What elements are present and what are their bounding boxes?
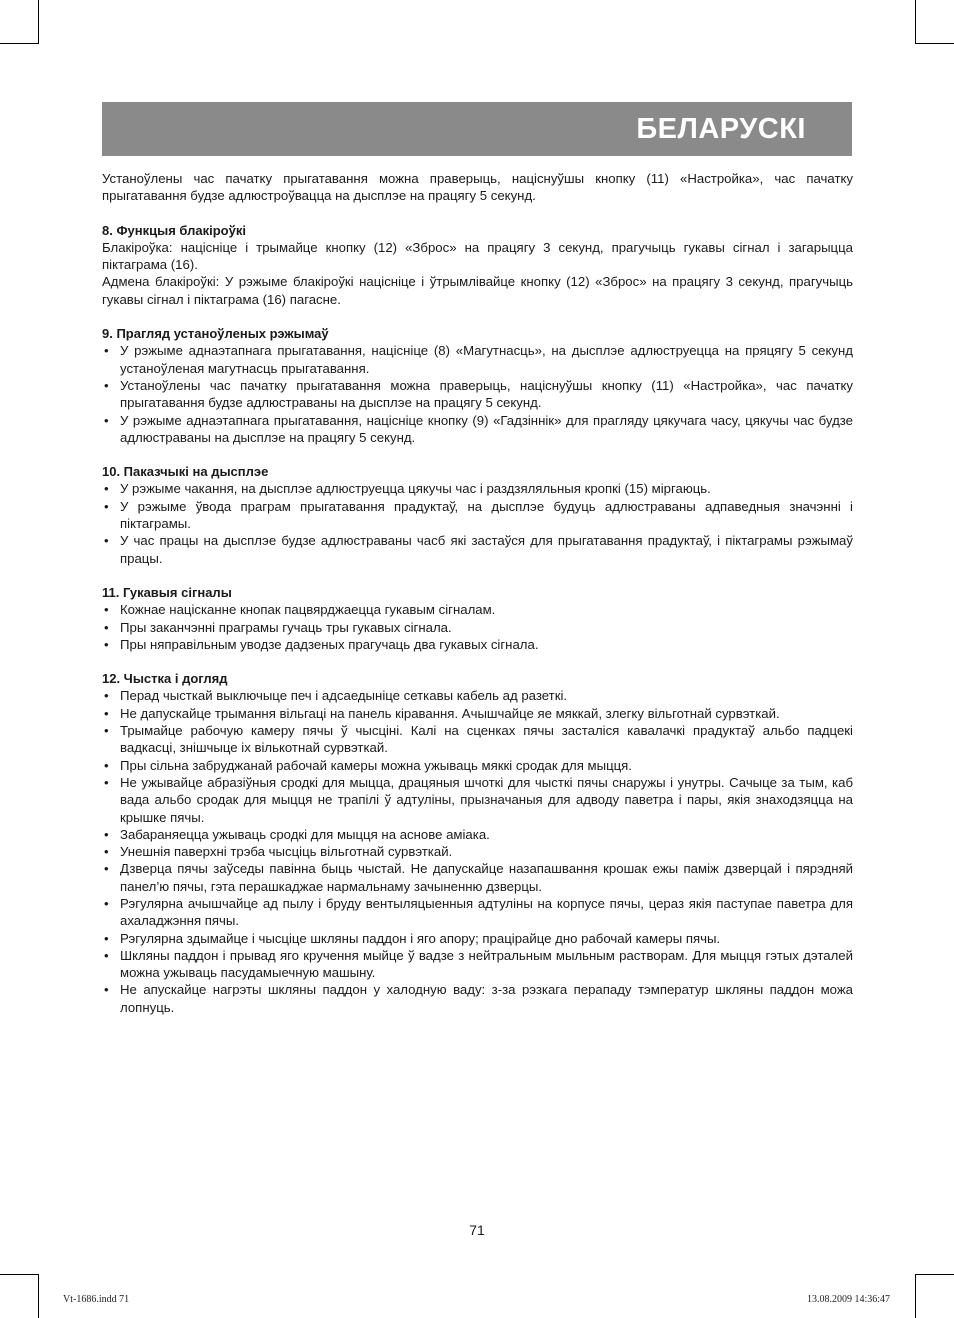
bullet-icon: • (104, 412, 109, 428)
list-item (102, 930, 853, 947)
list-item (102, 498, 853, 533)
bullet-list (102, 687, 853, 1016)
crop-mark (915, 0, 916, 44)
page-number: 71 (469, 1222, 485, 1238)
list-item-text: Унешнія паверхні трэба чысціць вільготнай сурвэткай. (120, 844, 453, 860)
bullet-icon: • (104, 757, 109, 773)
list-item-text: Кожнае націсканне кнопак пацвярджаецца гукавым сігналам. (120, 602, 496, 618)
list-item-text: Пры заканчэнні праграмы гучаць тры гукавых сігнала. (120, 619, 452, 635)
bullet-icon: • (104, 723, 109, 739)
bullet-icon: • (104, 861, 109, 877)
list-item (102, 826, 853, 843)
bullet-icon: • (104, 844, 109, 860)
bullet-icon: • (104, 705, 109, 721)
crop-mark (0, 43, 38, 44)
bullet-list (102, 480, 853, 566)
bullet-icon: • (104, 688, 109, 704)
bullet-icon: • (104, 826, 109, 842)
bullet-icon: • (104, 533, 109, 549)
crop-mark (38, 0, 39, 44)
section (102, 584, 853, 653)
list-item-text: Трымайце рабочую камеру пячы ў чысціні. Калі на сценках пячы засталіся кавалачкі прадуктаў альбо падцекі вадкасці, знішчыце іх вількотнай сурвэткай. (120, 723, 853, 756)
list-item-text: Не дапускайце трымання вільгаці на панель кіравання. Ачышчайце яе мяккай, злегку вільготнай сурвэткай. (120, 705, 780, 721)
list-item (102, 636, 853, 653)
bullet-icon: • (104, 930, 109, 946)
section (102, 670, 853, 1016)
list-item-text: Перад чысткай выключыце печ і адсаедыніце сеткавы кабель ад разеткі. (120, 688, 568, 704)
list-item (102, 947, 853, 982)
footer-timestamp: 13.08.2009 14:36:47 (806, 1294, 890, 1305)
bullet-icon: • (104, 377, 109, 393)
section-paragraph: Адмена блакіроўкі: У рэжыме блакіроўкі націсніце і ўтрымлівайце кнопку (12) «Зброс» на працягу 3 секунд, прагучыць гукавы сігнал і піктаграма (16) пагасне. (102, 274, 853, 307)
section-heading: 8. Функцыя блакіроўкі (102, 222, 246, 238)
section (102, 325, 853, 446)
bullet-icon: • (104, 895, 109, 911)
list-item (102, 757, 853, 774)
bullet-icon: • (104, 481, 109, 497)
list-item (102, 601, 853, 618)
list-item-text: Пры няправільным уводзе дадзеных прагучаць два гукавых сігнала. (120, 636, 539, 652)
crop-mark (916, 43, 954, 44)
section (102, 463, 853, 567)
section-heading: 9. Прагляд устаноўленых рэжымаў (102, 326, 329, 342)
bullet-icon: • (104, 619, 109, 635)
list-item (102, 981, 853, 1016)
list-item (102, 687, 853, 704)
crop-mark (38, 1274, 39, 1318)
bullet-icon: • (104, 774, 109, 790)
bullet-icon: • (104, 498, 109, 514)
list-item (102, 619, 853, 636)
bullet-icon: • (104, 343, 109, 359)
document-body (102, 170, 853, 1016)
header-bar (102, 102, 852, 156)
section-heading: 12. Чыстка і догляд (102, 671, 228, 687)
section-paragraph: Блакіроўка: націсніце і трымайце кнопку (12) «Зброс» на працягу 3 секунд, прагучыць гукавы сігнал і загарыцца піктаграма (16). (102, 239, 853, 273)
crop-mark (0, 1274, 38, 1275)
bullet-icon: • (104, 602, 109, 618)
list-item (102, 342, 853, 377)
crop-mark (916, 1274, 954, 1275)
bullet-icon: • (104, 982, 109, 998)
list-item (102, 774, 853, 826)
bullet-list (102, 601, 853, 653)
list-item-text: Не ужывайце абразіўныя сродкі для мыцца, драцяныя шчоткі для чысткі пячы снаружы і унутры. Сачыце за тым, каб вада альбо сродак для мыцця не трапілі ў адтуліны, прызначаныя для адводу паветра і пары, якія знаходзяцца на крышке пячы. (120, 774, 853, 825)
section-heading: 10. Паказчыкі на дысплэе (102, 464, 269, 480)
list-item (102, 480, 853, 497)
list-item (102, 895, 853, 930)
list-item (102, 377, 853, 412)
intro-paragraph: Устаноўлены час пачатку прыгатавання можна праверыць, націснуўшы кнопку (11) «Настройка», час пачатку прыгатавання будзе адлюстроўвацца на дысплэе на працягу 5 секунд. (102, 171, 853, 204)
list-item-text: Пры сільна забруджанай рабочай камеры можна ужываць мяккі сродак для мыцця. (120, 757, 632, 773)
list-item (102, 860, 853, 895)
list-item-text: Рэгулярна здымайце і чысціце шкляны паддон і яго апору; працірайце дно рабочай камеры пячы. (120, 930, 721, 946)
page-title: БЕЛАРУСКІ (636, 113, 806, 145)
list-item-text: Не апускайце нагрэты шкляны паддон у халодную ваду: з-за рэзкага перападу тэмператур шкляны паддон можа лопнуць. (120, 982, 853, 1015)
section (102, 222, 853, 308)
list-item (102, 722, 853, 757)
list-item-text: У рэжыме чакання, на дысплэе адлюструецца цякучы час і раздзяляльныя кропкі (15) міргаюць. (120, 481, 711, 497)
list-item (102, 843, 853, 860)
list-item-text: У час працы на дысплэе будзе адлюстраваны часб які застаўся для прыгатавання прадуктаў, і піктаграмы рэжымаў працы. (120, 533, 853, 566)
list-item-text: Шкляны паддон і прывад яго кручення мыйце ў вадзе з нейтральным мыльным растворам. Для мыцця гэтых дэталей можна ужываць пасудамыечную машыну. (120, 947, 853, 981)
list-item-text: У рэжыме ўвода праграм прыгатавання прадуктаў, на дысплэе будуць адлюстраваны адпаведныя значэнні і піктаграмы. (120, 498, 853, 532)
list-item (102, 705, 853, 722)
section-heading: 11. Гукавыя сігналы (102, 584, 232, 600)
list-item-text: Рэгулярна ачышчайце ад пылу і бруду вентыляцыенныя адтуліны на корпусе пячы, цераз якія паступае паветра для ахаладжэння пячы. (120, 895, 853, 929)
list-item-text: У рэжыме аднаэтапнага прыгатавання, націсніце (8) «Магутнасць», на дысплэе адлюструецца на пряцягу 5 секунд устаноўленая магутнасць прыгатавання. (120, 343, 853, 376)
footer-file-info: Vt-1686.indd 71 (63, 1294, 130, 1305)
list-item (102, 412, 853, 447)
list-item-text: У рэжыме аднаэтапнага прыгатавання, націсніце кнопку (9) «Гадзіннік» для прагляду цякучага часу, цякучы час будзе адлюстраваны на дысплэе на працягу 5 секунд. (120, 412, 853, 445)
bullet-icon: • (104, 636, 109, 652)
list-item-text: Устаноўлены час пачатку прыгатавання можна праверыць, націснуўшы кнопку (11) «Настройка», час пачатку прыгатавання будзе адлюстраваны на дысплэе на працягу 5 секунд. (120, 377, 853, 411)
bullet-icon: • (104, 947, 109, 963)
list-item (102, 532, 853, 567)
bullet-list (102, 342, 853, 446)
crop-mark (915, 1274, 916, 1318)
list-item-text: Дзверца пячы заўседы павінна быць чыстай. Не дапускайце назапашвання крошак ежы паміж дзверцай і пярэдняй панел’ю пячы, гэта перашкаджае нармальнаму зачыненню дзверцы. (120, 861, 853, 894)
list-item-text: Забараняецца ужываць сродкі для мыцця на аснове аміака. (120, 826, 490, 842)
